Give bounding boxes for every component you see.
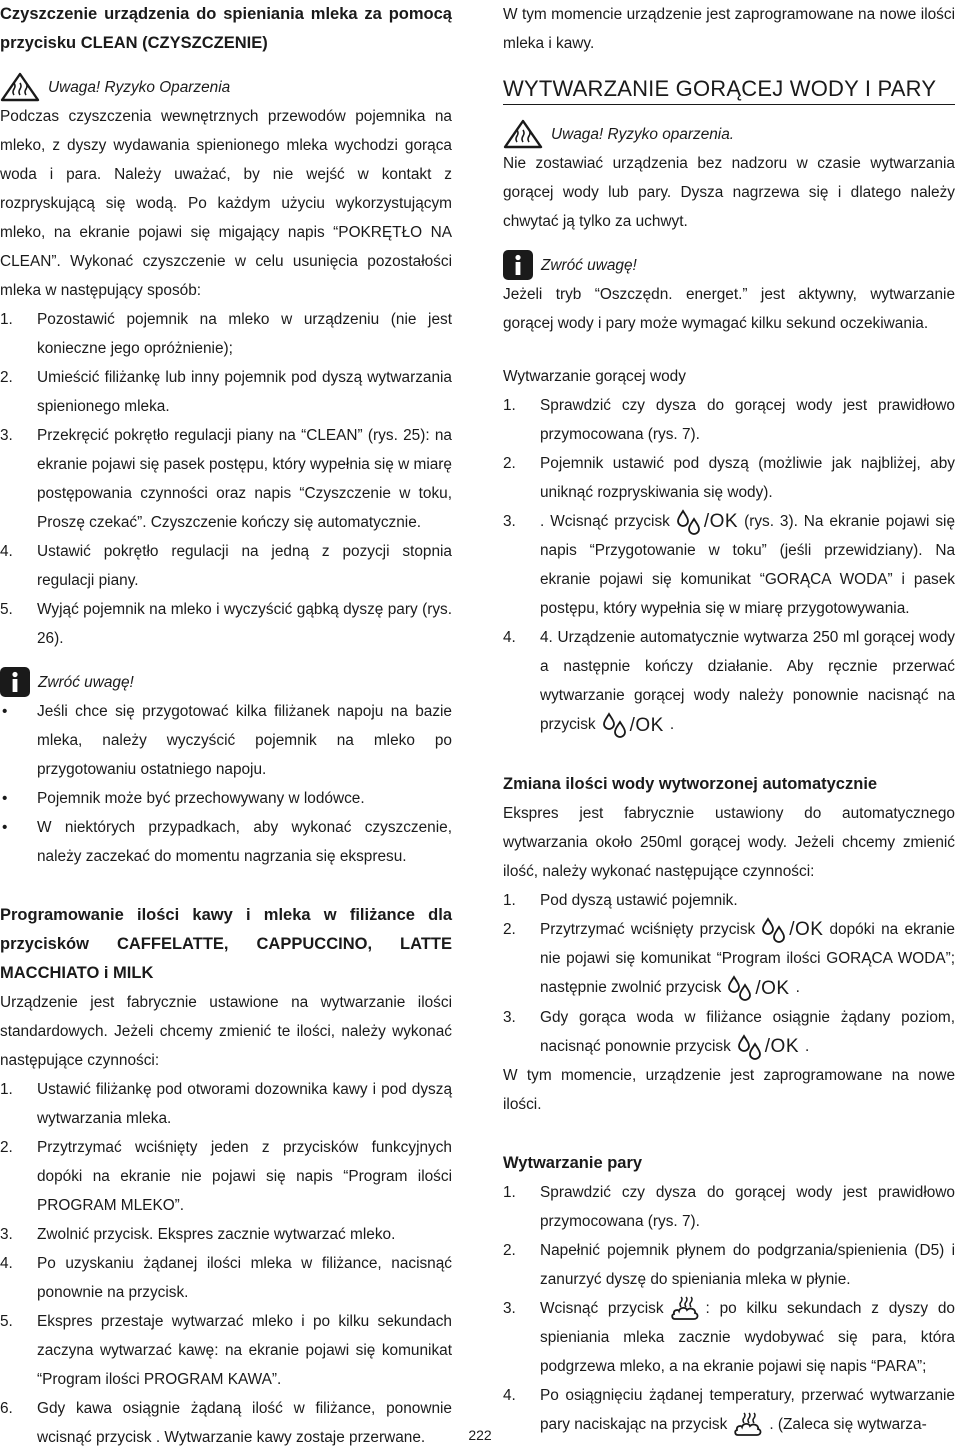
list-item: 2. Napełnić pojemnik płynem do podgrzania/spienienia (D5) i zanurzyć dyszę do spieniania mleka w płynie. [503,1242,955,1289]
list-item: • Jeśli chce się przygotować kilka filiżanek napoju na bazie mleka, należy wyczyścić pojemnik na mleko po przygotowaniu ostatniego napoju. [2,703,452,778]
list-item: 1. Pozostawić pojemnik na mleko w urządzeniu (nie jest konieczne jego opróżnienie); [0,311,452,357]
hot-surface-warning-icon [503,119,543,149]
subheading-steam: Wytwarzanie pary [503,1154,643,1173]
steam-button-icon [670,1295,700,1323]
list-item: • W niektórych przypadkach, aby wykonać czyszczenie, należy zaczekać do momentu nagrzania się ekspresu. [2,819,452,865]
change-quantity-steps [503,886,955,1061]
list-item: 3. Wcisnąć przycisk : po kilku sekundach z dyszy do spieniania mleka zacznie wydobywać się para, która podgrzewa mleko, a na ekranie pojawi się napis “PARA”; [503,1294,955,1381]
section-title-programming: Programowanie ilości kawy i mleka w filiżance dla przycisków CAFFELATTE, CAPPUCCINO, LATTE MACCHIATO i MILK [0,906,452,982]
list-item: 2. Umieścić filiżankę lub inny pojemnik pod dyszą wytwarzania spienionego mleka. [0,369,452,415]
right-column [503,0,955,1439]
list-item: 6. Gdy kawa osiągnie żądaną ilość w filiżance, ponownie wcisnąć przycisk . Wytwarzanie kawy zostaje przerwane. [0,1400,452,1446]
warning-burn [0,72,452,102]
list-item: 1. Ustawić filiżankę pod otworami dozownika kawy i pod dyszą wytwarzania mleka. [0,1081,452,1127]
clean-intro-text: Podczas czyszczenia wewnętrznych przewodów pojemnika na mleko, z dyszy wydawania spienionego mleka wychodzi gorąca woda i para. Należy uważać, by nie wejść w kontakt z rozpryskującą się wodą. Po każdym użyciu wykorzystującym mleko, na ekranie pojawi się migający napis “POKRĘTŁO NA CLEAN”. Wykonać czyszczenie w celu usunięcia pozostałości mleka w następujący sposób: [0,108,452,299]
info-icon [503,250,533,280]
hot-surface-warning-icon [0,72,40,102]
programmed-confirmation-text-2: W tym momencie, urządzenie jest zaprogramowane na nowe ilości. [503,1067,955,1114]
programmed-confirmation-text: W tym momencie urządzenie jest zaprogramowane na nowe ilości mleka i kawy. [503,6,955,52]
list-item: 2. Przytrzymać wciśnięty jeden z przycisków funkcyjnych dopóki na ekranie nie pojawi się napis “Program ilości PROGRAM MLEKO”. [0,1139,452,1214]
note-attention-2 [503,250,955,280]
list-item: 1. Sprawdzić czy dysza do gorącej wody jest prawidłowo przymocowana (rys. 7). [503,1184,955,1231]
note-label: Zwróć uwagę! [541,256,637,274]
note-bullets [0,697,452,871]
left-column [0,0,452,1452]
list-item: 2. Pojemnik ustawić pod dyszą (możliwie jak najbliżej, aby uniknąć rozpryskiwania się wody). [503,455,955,501]
list-item: 2. Przytrzymać wciśnięty przycisk /OK dopóki na ekranie nie pojawi się komunikat “Program ilości GORĄCA WODA”; następnie zwolnić przycisk /OK . [503,915,955,1003]
list-item: 3. Przekręcić pokrętło regulacji piany na “CLEAN” (rys. 25): na ekranie pojawi się pasek postępu, który wypełnia się w miarę postępowania czynności oraz napis “Czyszczenie w toku, Proszę czekać”. Czyszczenie kończy się automatycznie. [0,427,452,531]
subheading-hot-water: Wytwarzanie gorącej wody [503,368,686,385]
hot-water-ok-button-icon: /OK [761,915,823,944]
page-number: 222 [468,1427,492,1443]
hot-water-ok-button-icon: /OK [676,507,738,536]
programming-intro-text: Urządzenie jest fabrycznie ustawione na wytwarzanie ilości standardowych. Jeżeli chcemy zmienić te ilości, należy wykonać następujące czynności: [0,994,452,1069]
warning-text: Nie zostawiać urządzenia bez nadzoru w czasie wytwarzania gorącej wody lub pary. Dysza nagrzewa się i dlatego należy chwytać ją tylko za uchwyt. [503,155,955,230]
list-item: 4. Ustawić pokrętło regulacji na jedną z pozycji stopnia regulacji piany. [0,543,452,589]
note-attention [0,667,452,697]
note-text: Jeżeli tryb “Oszczędn. energet.” jest aktywny, wytwarzanie gorącej wody i pary może wymagać kilku sekund oczekiwania. [503,286,955,332]
hot-water-ok-button-icon: /OK [602,711,664,740]
steam-steps [503,1178,955,1439]
list-item: • Pojemnik może być przechowywany w lodówce. [2,790,365,807]
subheading-change-quantity: Zmiana ilości wody wytworzonej automatycznie [503,774,878,793]
list-item: 3. Gdy gorąca woda w filiżance osiągnie żądany poziom, nacisnąć ponownie przycisk /OK . [503,1003,955,1061]
warning-burn-2 [503,119,955,149]
list-item: 4. Po osiągnięciu żądanej temperatury, przerwać wytwarzanie pary naciskając na przycisk . (Zaleca się wytwarza- [503,1381,955,1439]
list-item: 3. Zwolnić przycisk. Ekspres zacznie wytwarzać mleko. [0,1226,396,1243]
list-item: 4. Po uzyskaniu żądanej ilości mleka w filiżance, nacisnąć ponownie na przycisk. [0,1255,452,1301]
info-icon [0,667,30,697]
list-item: 1. Sprawdzić czy dysza do gorącej wody jest prawidłowo przymocowana (rys. 7). [503,397,955,443]
list-item: 3. . Wcisnąć przycisk /OK (rys. 3). Na ekranie pojawi się napis “Przygotowanie w toku” (jeśli przewidziany). Na ekranie pojawi się komunikat “GORĄCA WODA” i pasek postępu, który wypełnia się w miarę przygotowywania. [503,507,955,623]
section-title-clean: Czyszczenie urządzenia do spieniania mleka za pomocą przycisku CLEAN (CZYSZCZENIE) [0,5,452,52]
warning-label: Uwaga! Ryzyko oparzenia. [551,125,735,143]
list-item: 1. Pod dyszą ustawić pojemnik. [503,891,738,909]
programming-steps [0,1075,452,1452]
list-item: 5. Wyjąć pojemnik na mleko i wyczyścić gąbką dyszę pary (rys. 26). [0,601,452,647]
hot-water-ok-button-icon: /OK [737,1032,799,1061]
section-heading-hot-water-steam: WYTWARZANIE GORĄCEJ WODY I PARY [503,75,955,105]
clean-steps [0,305,452,653]
list-item: 4. 4. Urządzenie automatycznie wytwarza 250 ml gorącej wody a następnie kończy działanie. Aby ręcznie przerwać wytwarzanie gorącej wody należy ponownie nacisnąć na przycisk /OK . [503,623,955,739]
note-label: Zwróć uwagę! [38,673,134,691]
change-quantity-intro: Ekspres jest fabrycznie ustawiony do automatycznego wytwarzania około 250ml gorącej wody. Jeżeli chcemy zmienić ilość, należy wykonać następujące czynności: [503,804,955,880]
hot-water-ok-button-icon: /OK [727,974,789,1003]
list-item: 5. Ekspres przestaje wytwarzać mleko i po kilku sekundach zaczyna wytwarzać kawę: na ekranie pojawi się komunikat “Program ilości PROGRAM KAWA”. [0,1313,452,1388]
warning-label: Uwaga! Ryzyko Oparzenia [48,78,231,96]
hot-water-steps [503,391,955,740]
